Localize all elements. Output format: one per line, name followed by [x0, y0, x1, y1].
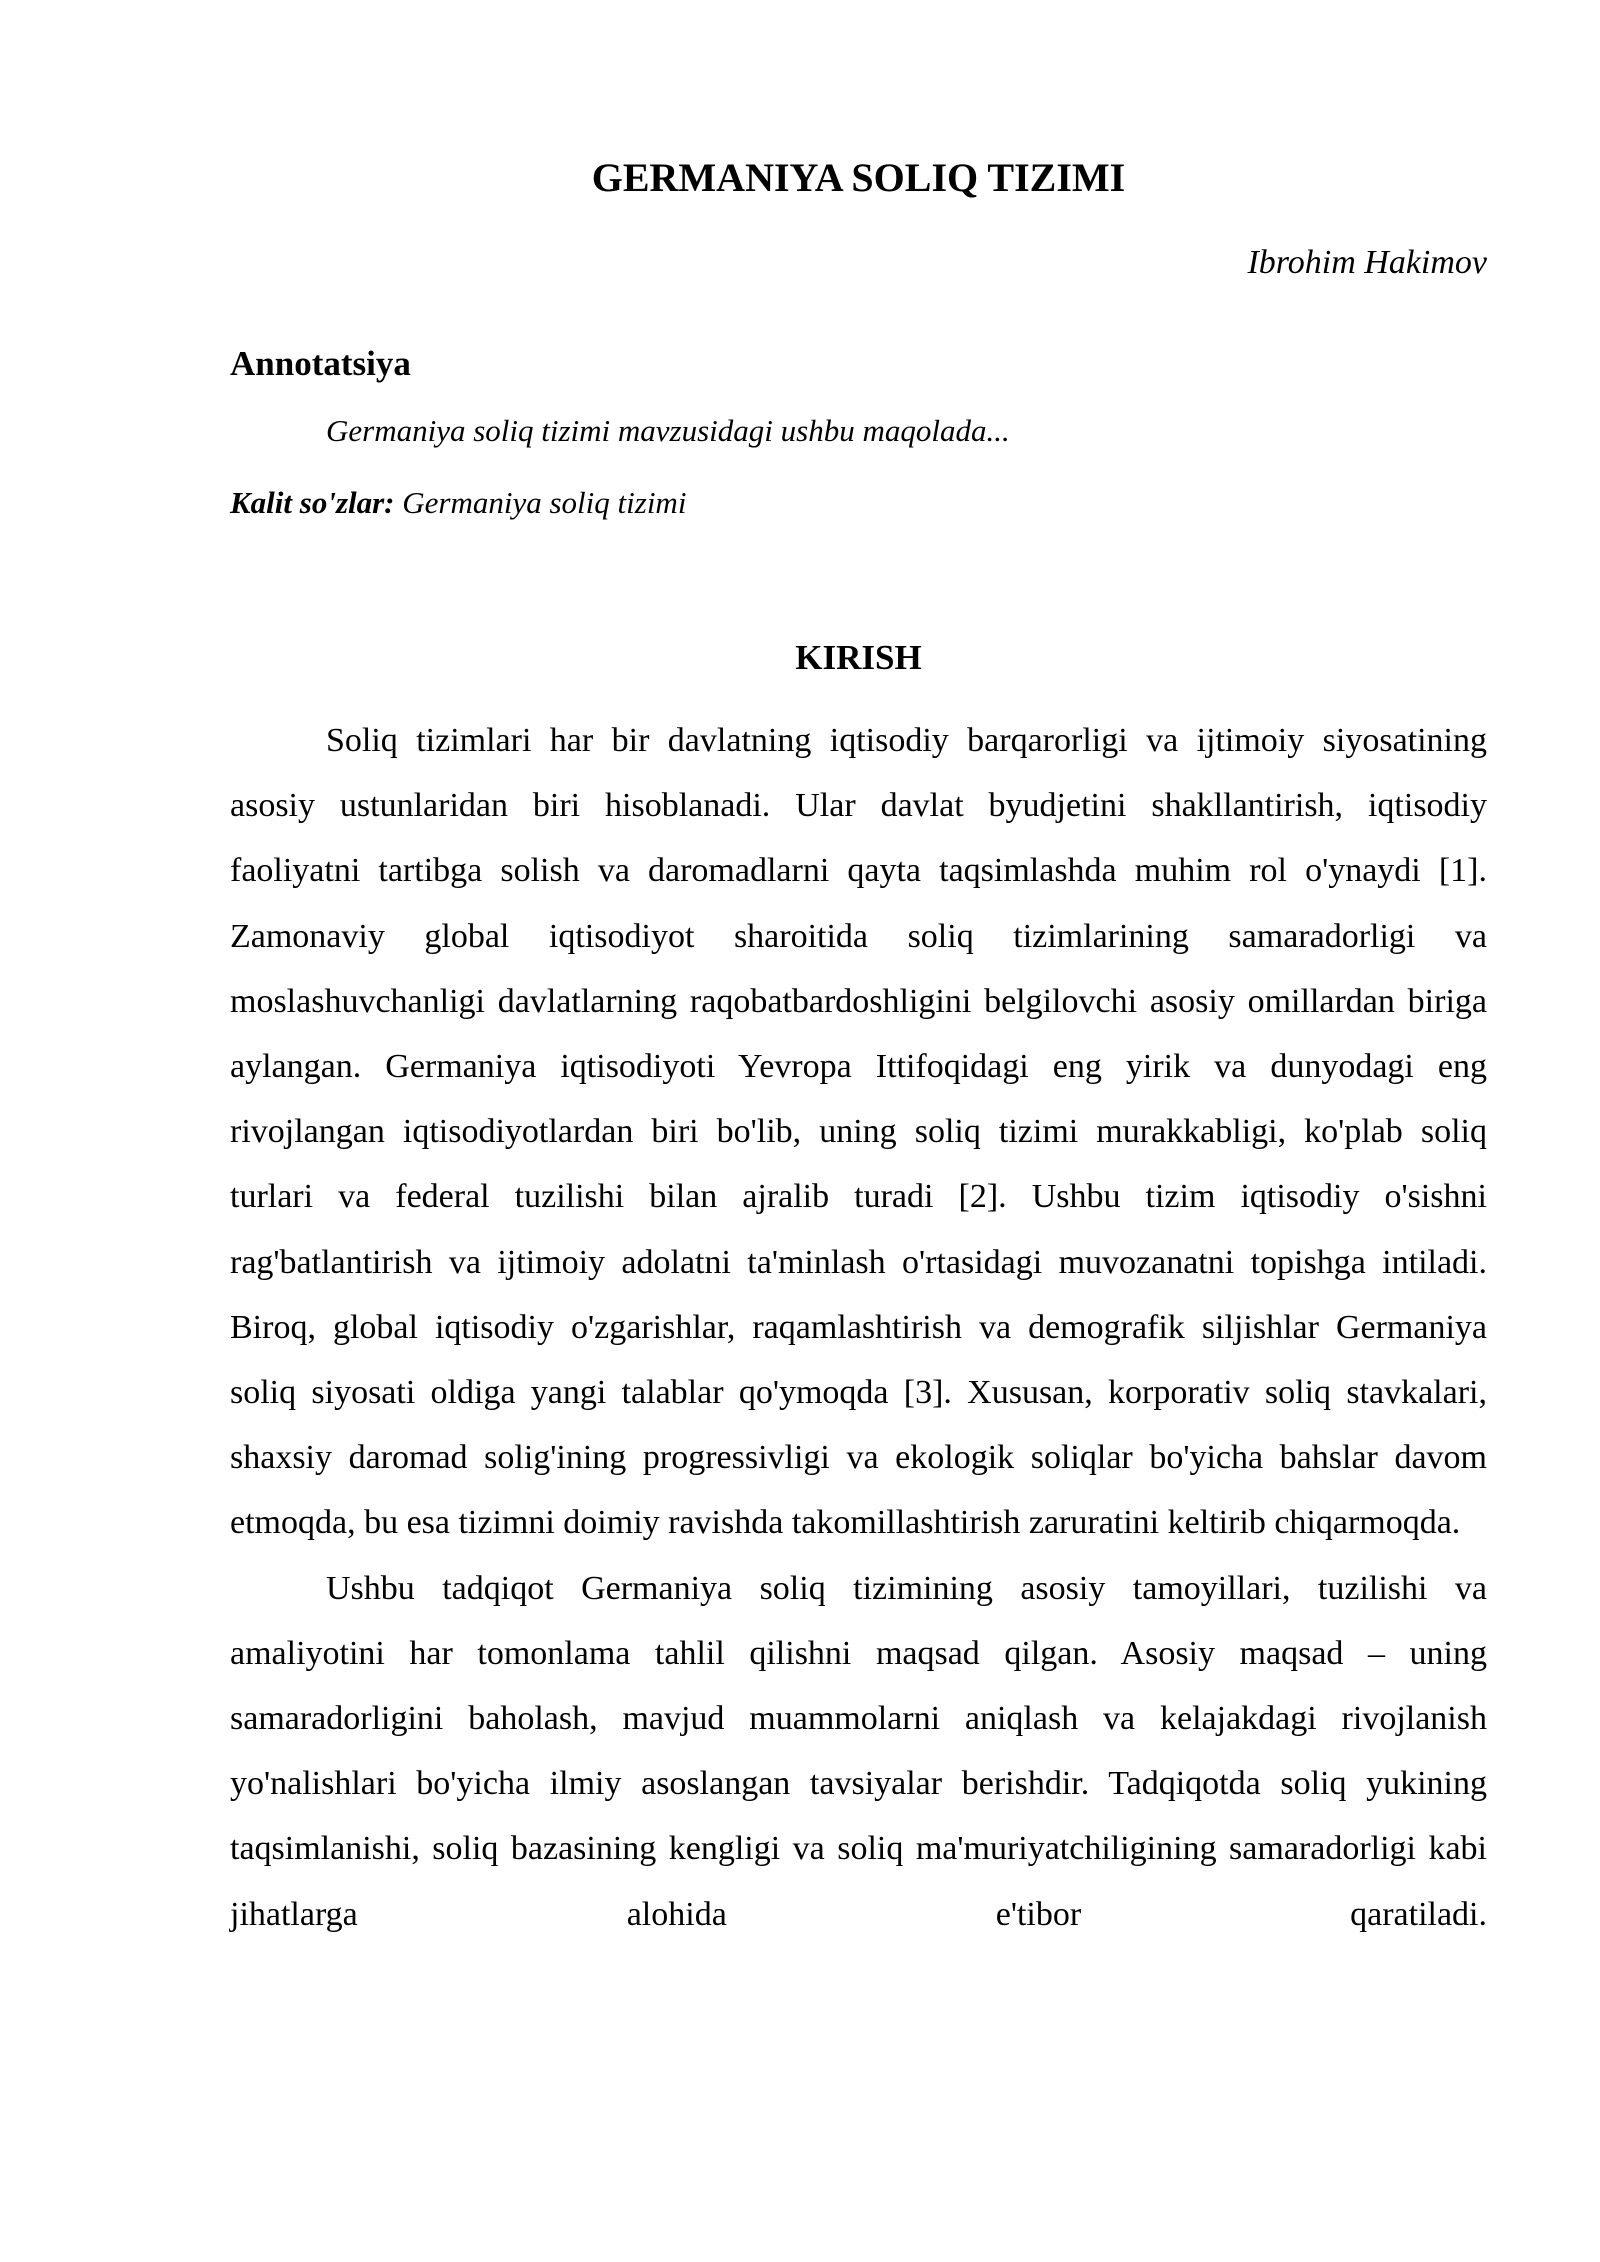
author-name: Ibrohim Hakimov	[1247, 244, 1487, 281]
section-heading-kirish: KIRISH	[795, 638, 922, 677]
body-paragraph: Ushbu tadqiqot Germaniya soliq tizimining asosiy tamoyillari, tuzilishi va amaliyotini har tomonlama tahlil qilishni maqsad qilgan. Asosiy maqsad – uning samaradorligini baholash, mavjud muammolarni aniqlash va kelajakdagi rivojlanish yo'nalishlari bo'yicha ilmiy asoslangan tavsiyalar berishdir. Tadqiqotda soliq yukining taqsimlanishi, soliq bazasining kengligi va soliq ma'muriyatchiligining samaradorligi kabi jihatlarga alohida e'tibor qaratiladi.	[230, 1569, 1487, 1933]
keywords-line	[230, 483, 686, 523]
keywords-label: Kalit so'zlar:	[230, 485, 395, 520]
paper-title: GERMANIYA SOLIQ TIZIMI	[591, 155, 1126, 200]
section-body	[230, 708, 1487, 1947]
annotation-heading: Annotatsiya	[230, 344, 411, 383]
keywords-value: Germaniya soliq tizimi	[402, 485, 687, 520]
annotation-text: Germaniya soliq tizimi mavzusidagi ushbu maqolada...	[326, 413, 1010, 448]
body-paragraph: Soliq tizimlari har bir davlatning iqtisodiy barqarorligi va ijtimoiy siyosatining asosiy ustunlaridan biri hisoblanadi. Ular davlat byudjetini shakllantirish, iqtisodiy faoliyatni tartibga solish va daromadlarni qayta taqsimlashda muhim rol o'ynaydi [1]. Zamonaviy global iqtisodiyot sharoitida soliq tizimlarining samaradorligi va moslashuvchanligi davlatlarning raqobatbardoshligini belgilovchi asosiy omillardan biriga aylangan. Germaniya iqtisodiyoti Yevropa Ittifoqidagi eng yirik va dunyodagi eng rivojlangan iqtisodiyotlardan biri bo'lib, uning soliq tizimi murakkabligi, ko'plab soliq turlari va federal tuzilishi bilan ajralib turadi [2]. Ushbu tizim iqtisodiy o'sishni rag'batlantirish va ijtimoiy adolatni ta'minlash o'rtasidagi muvozanatni topishga intiladi. Biroq, global iqtisodiy o'zgarishlar, raqamlashtirish va demografik siljishlar Germaniya soliq siyosati oldiga yangi talablar qo'ymoqda [3]. Xususan, korporativ soliq stavkalari, shaxsiy daromad solig'ining progressivligi va ekologik soliqlar bo'yicha bahslar davom etmoqda, bu esa tizimni doimiy ravishda takomillashtirish zaruratini keltirib chiqarmoqda.	[230, 722, 1487, 1542]
document-page	[230, 0, 1487, 2262]
